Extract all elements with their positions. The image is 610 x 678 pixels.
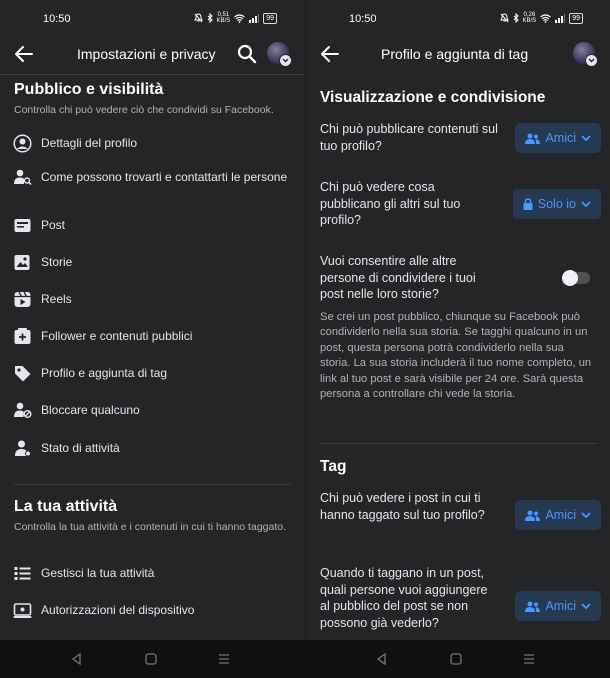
section-title-your-activity: La tua attività bbox=[14, 498, 118, 515]
toggle-knob bbox=[562, 270, 578, 286]
wifi-icon bbox=[540, 14, 551, 23]
stories-icon bbox=[13, 253, 32, 272]
arrow-left-icon[interactable] bbox=[318, 43, 342, 65]
chevron-down-icon bbox=[581, 603, 591, 609]
share-info-text: Se crei un post pubblico, chiunque su Facebook può condividerlo nella sua storia. Se tagghi qualcuno in un post, questa persona potrà condividerlo nella sua storia. La sua storia includerà il tuo nome completo, un link al tuo post e sarà visibile per 24 ore. Sarà questa persona a controllare chi vede la storia. bbox=[320, 311, 592, 401]
menu-item-label: Gestisci la tua attività bbox=[41, 566, 155, 580]
signal-icon bbox=[249, 14, 259, 23]
battery-indicator: 99 bbox=[263, 13, 277, 24]
network-speed bbox=[217, 12, 231, 24]
question-who-can-post: Chi può pubblicare contenuti sul tuo profilo? bbox=[320, 122, 498, 153]
page-title: Profilo e aggiunta di tag bbox=[381, 46, 529, 62]
section-divider bbox=[320, 443, 597, 444]
avatar[interactable] bbox=[573, 42, 595, 64]
avatar[interactable] bbox=[267, 42, 289, 64]
menu-item-reels[interactable] bbox=[13, 290, 295, 309]
dropdown-value: Solo io bbox=[537, 197, 576, 211]
app-header bbox=[0, 36, 305, 72]
reels-icon bbox=[13, 290, 32, 309]
network-speed-unit: KB/S bbox=[522, 18, 537, 24]
question-add-to-audience: Quando ti taggano in un post, quali persone vuoi aggiungere al pubblico del post se non possono già vederlo? bbox=[320, 566, 488, 630]
bluetooth-icon bbox=[513, 13, 519, 23]
menu-item-label: Dettagli del profilo bbox=[41, 136, 138, 150]
nav-menu-icon[interactable] bbox=[522, 652, 536, 666]
menu-item-device-permissions[interactable] bbox=[13, 601, 295, 620]
app-header bbox=[306, 36, 610, 72]
nav-back-icon[interactable] bbox=[70, 652, 84, 666]
menu-item-label: Profilo e aggiunta di tag bbox=[41, 366, 168, 380]
dropdown-value: Amici bbox=[545, 508, 576, 522]
share-to-stories-toggle[interactable] bbox=[564, 272, 590, 284]
chevron-down-icon bbox=[581, 512, 591, 518]
section-title-visibility: Visualizzazione e condivisione bbox=[320, 89, 546, 106]
wifi-icon bbox=[234, 14, 245, 23]
menu-item-followers[interactable] bbox=[13, 327, 295, 346]
dropdown-value: Amici bbox=[545, 131, 576, 145]
network-speed-unit: KB/S bbox=[216, 18, 231, 24]
battery-indicator: 99 bbox=[569, 13, 583, 24]
friends-icon bbox=[525, 601, 540, 612]
dropdown-value: Amici bbox=[545, 599, 576, 613]
menu-item-post[interactable] bbox=[13, 216, 295, 235]
profile-tagging-screen bbox=[305, 0, 610, 640]
menu-item-manage-activity[interactable] bbox=[13, 564, 295, 583]
menu-item-profile-details[interactable] bbox=[13, 134, 295, 153]
section-divider bbox=[14, 484, 291, 485]
chevron-down-icon bbox=[581, 201, 591, 207]
tag-icon bbox=[13, 364, 32, 383]
bluetooth-icon bbox=[207, 13, 213, 23]
arrow-left-icon[interactable] bbox=[12, 43, 36, 65]
menu-item-find-contact[interactable] bbox=[13, 168, 295, 187]
system-navigation-bar bbox=[0, 640, 610, 678]
friends-icon bbox=[525, 510, 540, 521]
page-title: Impostazioni e privacy bbox=[77, 46, 216, 62]
nav-home-icon[interactable] bbox=[144, 652, 158, 666]
menu-item-stories[interactable] bbox=[13, 253, 295, 272]
block-user-icon bbox=[13, 401, 32, 420]
post-icon bbox=[13, 216, 32, 235]
search-icon[interactable] bbox=[237, 44, 257, 64]
friends-icon bbox=[525, 133, 540, 144]
status-bar bbox=[306, 0, 610, 36]
nav-menu-icon[interactable] bbox=[217, 652, 231, 666]
menu-item-label: Bloccare qualcuno bbox=[41, 403, 140, 417]
menu-item-label: Storie bbox=[41, 255, 73, 269]
device-permissions-icon bbox=[13, 601, 32, 620]
chevron-down-icon bbox=[279, 54, 292, 67]
menu-item-label: Stato di attività bbox=[41, 441, 120, 455]
status-icons bbox=[194, 12, 277, 24]
status-icons bbox=[500, 12, 583, 24]
question-share-to-stories: Vuoi consentire alle altre persone di condividere i tuoi post nelle loro storie? bbox=[320, 254, 476, 301]
settings-privacy-screen bbox=[0, 0, 305, 640]
lock-icon bbox=[523, 198, 533, 210]
status-time: 10:50 bbox=[349, 13, 377, 25]
follower-icon bbox=[13, 327, 32, 346]
audience-dropdown-add-to-audience[interactable] bbox=[515, 591, 601, 621]
status-bar bbox=[0, 0, 305, 36]
menu-item-label: Reels bbox=[41, 292, 72, 306]
mute-icon bbox=[194, 13, 203, 23]
menu-item-label: Follower e contenuti pubblici bbox=[41, 329, 193, 343]
network-speed-value: 0,26 bbox=[523, 12, 536, 18]
header-divider bbox=[0, 74, 305, 75]
section-description-audience: Controlla chi può vedere ciò che condividi su Facebook. bbox=[14, 104, 274, 116]
signal-icon bbox=[555, 14, 565, 23]
chevron-down-icon bbox=[585, 54, 598, 67]
menu-item-block[interactable] bbox=[13, 401, 295, 420]
menu-item-label: Come possono trovarti e contattarti le persone bbox=[41, 170, 288, 184]
activity-list-icon bbox=[13, 564, 32, 583]
section-description-your-activity: Controlla la tua attività e i contenuti in cui ti hanno taggato. bbox=[14, 521, 287, 533]
network-speed bbox=[523, 12, 537, 24]
activity-status-icon bbox=[13, 439, 32, 458]
question-who-can-see-others-posts: Chi può vedere cosa pubblicano gli altri sul tuo profilo? bbox=[320, 180, 461, 227]
audience-dropdown-tagged-posts[interactable] bbox=[515, 500, 601, 530]
profile-icon bbox=[13, 134, 32, 153]
menu-item-label: Autorizzazioni del dispositivo bbox=[41, 603, 195, 617]
person-search-icon bbox=[13, 168, 32, 187]
mute-icon bbox=[500, 13, 509, 23]
section-title-tag: Tag bbox=[320, 458, 347, 475]
nav-home-icon[interactable] bbox=[449, 652, 463, 666]
status-time: 10:50 bbox=[43, 13, 71, 25]
network-speed-value: 0,51 bbox=[217, 12, 230, 18]
menu-item-profile-tagging[interactable] bbox=[13, 364, 295, 383]
chevron-down-icon bbox=[581, 135, 591, 141]
menu-item-label: Post bbox=[41, 218, 66, 232]
section-title-audience: Pubblico e visibilità bbox=[14, 81, 164, 98]
audience-dropdown-who-can-post[interactable] bbox=[515, 123, 601, 153]
audience-dropdown-others-posts[interactable] bbox=[513, 189, 601, 219]
menu-item-activity-status[interactable] bbox=[13, 439, 295, 458]
nav-back-icon[interactable] bbox=[375, 652, 389, 666]
question-who-can-see-tagged-posts: Chi può vedere i post in cui ti hanno taggato sul tuo profilo? bbox=[320, 491, 485, 522]
